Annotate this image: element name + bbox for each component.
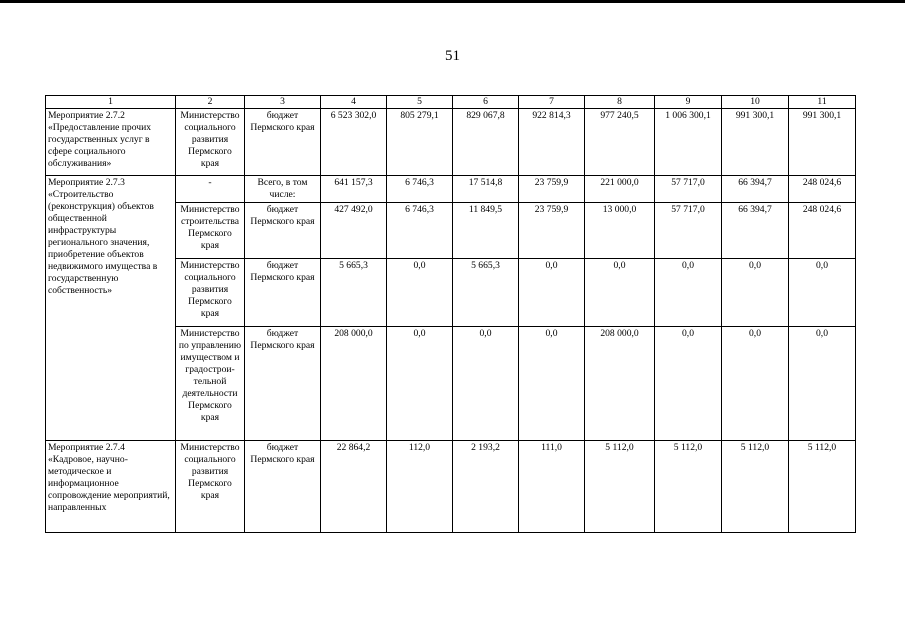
value-cell: 977 240,5 <box>585 109 655 176</box>
value-cell: 5 665,3 <box>321 259 387 327</box>
table-row <box>46 176 856 203</box>
value-cell: 111,0 <box>519 441 585 533</box>
value-cell: 57 717,0 <box>655 203 722 259</box>
column-header: 4 <box>321 96 387 109</box>
value-cell: 112,0 <box>387 441 453 533</box>
value-cell: 66 394,7 <box>722 203 789 259</box>
source-cell: Всего, в том числе: <box>245 176 321 203</box>
header-row <box>46 96 856 109</box>
activity-cell: Мероприятие 2.7.4 «Кадровое, научно-методическое и информационное сопровождение мероприятий, направленных <box>46 441 176 533</box>
source-cell: бюджет Пермского края <box>245 441 321 533</box>
value-cell: 991 300,1 <box>722 109 789 176</box>
column-header: 6 <box>453 96 519 109</box>
executor-cell: Министерство строительства Пермского края <box>176 203 245 259</box>
value-cell: 17 514,8 <box>453 176 519 203</box>
source-cell: бюджет Пермского края <box>245 203 321 259</box>
value-cell: 2 193,2 <box>453 441 519 533</box>
executor-cell: - <box>176 176 245 203</box>
value-cell: 248 024,6 <box>789 203 856 259</box>
value-cell: 208 000,0 <box>321 327 387 441</box>
value-cell: 5 665,3 <box>453 259 519 327</box>
value-cell: 6 746,3 <box>387 203 453 259</box>
activity-cell: Мероприятие 2.7.2 «Предоставление прочих государственных услуг в сфере социального обслуживания» <box>46 109 176 176</box>
column-header: 5 <box>387 96 453 109</box>
value-cell: 208 000,0 <box>585 327 655 441</box>
value-cell: 57 717,0 <box>655 176 722 203</box>
activity-cell: Мероприятие 2.7.3 «Строительство (реконструкция) объектов общественной инфраструктуры регионального значения, приобретение объектов недвижимого имущества в государственную собственность» <box>46 176 176 441</box>
value-cell: 0,0 <box>387 327 453 441</box>
value-cell: 5 112,0 <box>655 441 722 533</box>
source-cell: бюджет Пермского края <box>245 109 321 176</box>
column-header: 9 <box>655 96 722 109</box>
value-cell: 5 112,0 <box>585 441 655 533</box>
value-cell: 0,0 <box>519 327 585 441</box>
value-cell: 6 523 302,0 <box>321 109 387 176</box>
value-cell: 6 746,3 <box>387 176 453 203</box>
page-number: 51 <box>445 48 460 64</box>
value-cell: 0,0 <box>655 259 722 327</box>
column-header: 10 <box>722 96 789 109</box>
value-cell: 0,0 <box>585 259 655 327</box>
value-cell: 0,0 <box>453 327 519 441</box>
value-cell: 5 112,0 <box>789 441 856 533</box>
value-cell: 829 067,8 <box>453 109 519 176</box>
source-cell: бюджет Пермского края <box>245 327 321 441</box>
top-border-line <box>0 0 905 3</box>
value-cell: 0,0 <box>789 327 856 441</box>
column-header: 7 <box>519 96 585 109</box>
value-cell: 248 024,6 <box>789 176 856 203</box>
value-cell: 641 157,3 <box>321 176 387 203</box>
value-cell: 805 279,1 <box>387 109 453 176</box>
value-cell: 427 492,0 <box>321 203 387 259</box>
value-cell: 23 759,9 <box>519 203 585 259</box>
value-cell: 221 000,0 <box>585 176 655 203</box>
source-cell: бюджет Пермского края <box>245 259 321 327</box>
value-cell: 0,0 <box>722 327 789 441</box>
value-cell: 66 394,7 <box>722 176 789 203</box>
column-header: 2 <box>176 96 245 109</box>
value-cell: 5 112,0 <box>722 441 789 533</box>
value-cell: 1 006 300,1 <box>655 109 722 176</box>
column-header: 8 <box>585 96 655 109</box>
table-row <box>46 441 856 533</box>
column-header: 3 <box>245 96 321 109</box>
value-cell: 23 759,9 <box>519 176 585 203</box>
executor-cell: Министерство социального развития Пермского края <box>176 109 245 176</box>
executor-cell: Министерство по управлению имуществом и градострои-тельной деятельности Пермского края <box>176 327 245 441</box>
column-header: 1 <box>46 96 176 109</box>
value-cell: 991 300,1 <box>789 109 856 176</box>
value-cell: 0,0 <box>387 259 453 327</box>
value-cell: 922 814,3 <box>519 109 585 176</box>
table-row <box>46 109 856 176</box>
column-header: 11 <box>789 96 856 109</box>
executor-cell: Министерство социального развития Пермского края <box>176 259 245 327</box>
budget-table <box>45 95 856 533</box>
value-cell: 11 849,5 <box>453 203 519 259</box>
value-cell: 0,0 <box>655 327 722 441</box>
value-cell: 13 000,0 <box>585 203 655 259</box>
value-cell: 0,0 <box>789 259 856 327</box>
executor-cell: Министерство социального развития Пермского края <box>176 441 245 533</box>
value-cell: 22 864,2 <box>321 441 387 533</box>
value-cell: 0,0 <box>519 259 585 327</box>
value-cell: 0,0 <box>722 259 789 327</box>
